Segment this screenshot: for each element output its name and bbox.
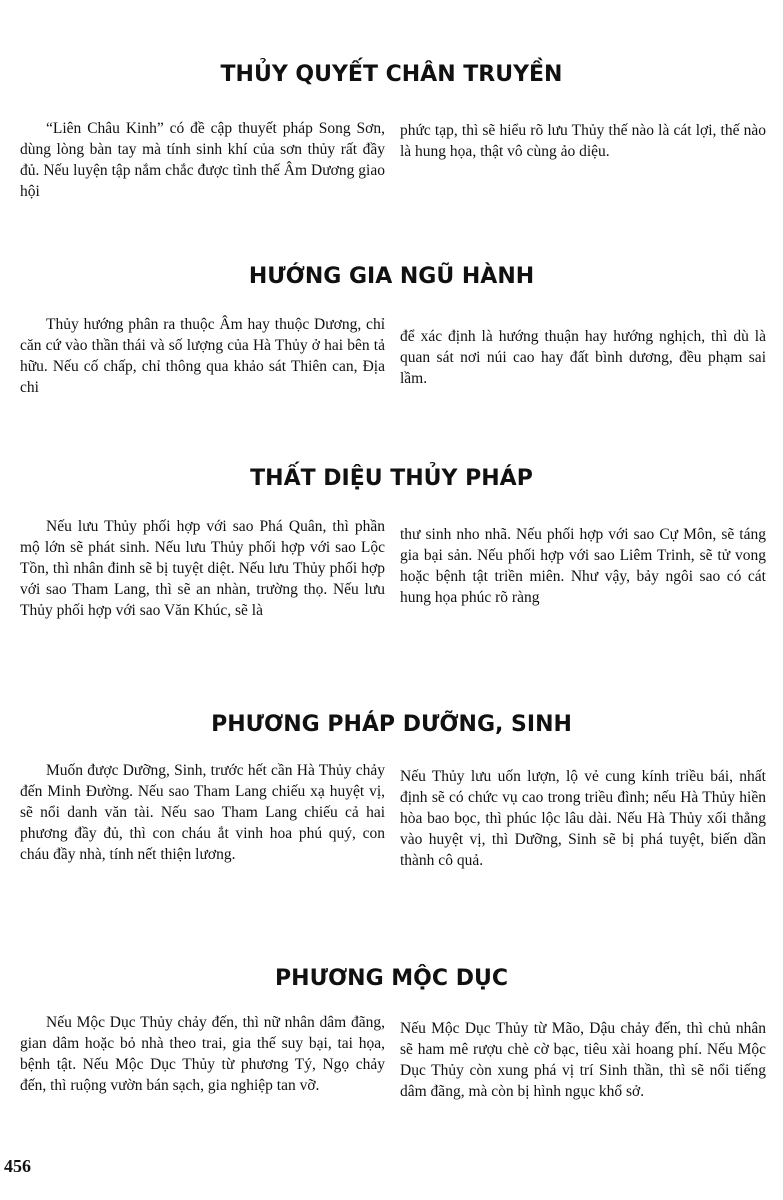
paragraph-right: Nếu Mộc Dục Thủy từ Mão, Dậu chảy đến, thì chủ nhân sẽ ham mê rượu chè cờ bạc, tiêu xài hoang phí. Nếu Mộc Dục Thủy còn xung phá vị trí Sinh thần, thì sẽ nổi tiếng dâm đãng, mà còn bị hình ngục khổ sở. xyxy=(400,1020,766,1100)
paragraph-right: thư sinh nho nhã. Nếu phối hợp với sao Cự Môn, sẽ táng gia bại sản. Nếu phối hợp với sao Liêm Trinh, sẽ tử vong hoặc bệnh tật triền miên. Như vậy, bảy ngôi sao có cát hung họa phúc rõ ràng xyxy=(400,526,766,606)
paragraph-left: “Liên Châu Kinh” có đề cập thuyết pháp Song Sơn, dùng lòng bàn tay mà tính sinh khí của sơn thủy rất đầy đủ. Nếu luyện tập nắm chắc được tình thế Âm Dương giao hội xyxy=(20,120,385,200)
section-title: HƯỚNG GIA NGŨ HÀNH xyxy=(248,264,535,289)
section-title: PHƯƠNG MỘC DỤC xyxy=(275,966,508,991)
page-number: 456 xyxy=(4,1156,31,1176)
paragraph-right: để xác định là hướng thuận hay hướng nghịch, thì dù là quan sát nơi núi cao hay đất bình dương, đều phạm sai lầm. xyxy=(400,328,766,387)
paragraph-right: phức tạp, thì sẽ hiểu rõ lưu Thủy thế nào là cát lợi, thế nào là hung họa, thật vô cùng ảo diệu. xyxy=(400,122,766,160)
paragraph-left: Muốn được Dưỡng, Sinh, trước hết cần Hà Thủy chảy đến Minh Đường. Nếu sao Tham Lang chiếu xạ huyệt vị, sẽ nổi danh văn tài. Nếu sao Tham Lang chiếu cả hai phương đầy đủ, thì con cháu ắt vinh hoa phú quý, con cháu đầy nhà, tính nết thiện lương. xyxy=(20,762,385,863)
section-title: THỦY QUYẾT CHÂN TRUYỀN xyxy=(220,62,563,87)
paragraph-right: Nếu Thủy lưu uốn lượn, lộ vẻ cung kính triều bái, nhất định sẽ có chức vụ cao trong triều đình; nếu Hà Thủy hiền hòa bao bọc, thì phúc lộc lâu dài. Nếu Hà Thủy xối thẳng vào huyệt vị, thì Dưỡng, Sinh sẽ bị phá tuyệt, biến dần thành cô quả. xyxy=(400,768,766,869)
paragraph-left: Nếu lưu Thủy phối hợp với sao Phá Quân, thì phần mộ lớn sẽ phát sinh. Nếu lưu Thủy phối hợp với sao Lộc Tồn, thì nhân đinh sẽ bị tuyệt diệt. Nếu lưu Thủy phối hợp với sao Tham Lang, thì sẽ an nhàn, trường thọ. Nếu lưu Thủy phối hợp với sao Văn Khúc, sẽ là xyxy=(20,518,385,619)
section-title: PHƯƠNG PHÁP DƯỠNG, SINH xyxy=(211,712,572,737)
section-title: THẤT DIỆU THỦY PHÁP xyxy=(250,466,533,491)
paragraph-left: Nếu Mộc Dục Thủy chảy đến, thì nữ nhân dâm đãng, gian dâm hoặc bỏ nhà theo trai, gia thế suy bại, tai họa, bệnh tật. Nếu Mộc Dục Thủy từ phương Tý, Ngọ chảy đến, thì ruộng vườn bán sạch, gia nghiệp tan vỡ. xyxy=(20,1014,385,1094)
paragraph-left: Thủy hướng phân ra thuộc Âm hay thuộc Dương, chỉ căn cứ vào thần thái và số lượng của Hà Thủy ở hai bên tả hữu. Nếu cố chấp, chỉ thông qua khảo sát Thiên can, Địa chi xyxy=(20,316,385,396)
